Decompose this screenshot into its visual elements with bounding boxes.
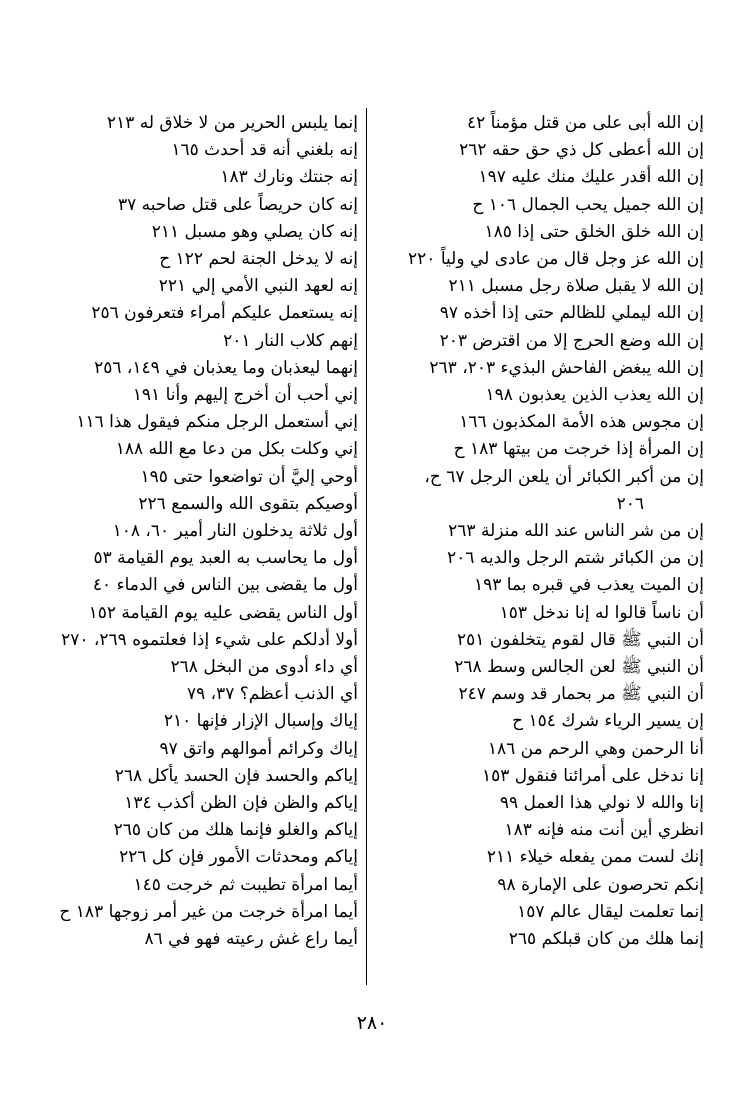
index-entry: إن يسير الرياء شرك ١٥٤ ح xyxy=(512,711,704,732)
index-entry: إن الله يبغض الفاحش البذيء ٢٠٣، ٢٦٣ xyxy=(429,357,704,378)
index-entry: إنا ندخل على أمرائنا فنقول ١٥٣ xyxy=(481,765,704,786)
index-entry: إنه لعهد النبي الأمي إلي ٢٢١ xyxy=(158,276,358,297)
index-entry: أن النبي ﷺ قال لقوم يتخلفون ٢٥١ xyxy=(457,629,704,650)
index-entry: إنه يستعمل عليكم أمراء فتعرفون ٢٥٦ xyxy=(91,303,358,324)
index-entry: إن الله وضع الحرج إلا من اقترض ٢٠٣ xyxy=(439,330,704,351)
index-entry: إنهم كلاب النار ٢٠١ xyxy=(223,330,358,351)
column-divider xyxy=(366,108,367,985)
index-entry: إنه جنتك ونارك ١٨٣ xyxy=(220,167,358,188)
index-entry: أول الناس يقضى عليه يوم القيامة ١٥٢ xyxy=(88,602,358,623)
index-entry: أن النبي ﷺ مر بحمار قد وسم ٢٤٧ xyxy=(458,684,704,705)
index-entry: أول ما يقضى بين الناس في الدماء ٤٠ xyxy=(92,575,358,596)
index-entry: إني وكلت بكل من دعا مع الله ١٨٨ xyxy=(115,439,358,460)
index-entry-text: إن من أكبر الكبائر أن يلعن الرجل ٦٧ ح، xyxy=(424,466,704,487)
index-entry: إن الله يعذب الذين يعذبون ١٩٨ xyxy=(485,385,704,406)
index-entry: إن الله لا يقبل صلاة رجل مسبل ٢١١ xyxy=(448,276,704,297)
index-entry: أول ما يحاسب به العبد يوم القيامة ٥٣ xyxy=(93,548,358,569)
index-entry: إنما تعلمت ليقال عالم ١٥٧ xyxy=(517,901,704,922)
index-entry-continuation: ٢٠٦ xyxy=(616,493,644,514)
index-entry: إن الميت يعذب في قبره بما ١٩٣ xyxy=(473,575,704,596)
index-entry: أي داء أدوى من البخل ٢٦٨ xyxy=(170,657,358,678)
index-entry: إنه بلغني أنه قد أحدث ١٦٥ xyxy=(171,140,358,161)
index-entry: إن الله أبى على من قتل مؤمناً ٤٢ xyxy=(467,113,704,133)
index-entry: انظري أين أنت منه فإنه ١٨٣ xyxy=(504,820,704,841)
index-entry: أن ناساً قالوا له إنا ندخل ١٥٣ xyxy=(499,602,704,623)
left-index-column xyxy=(28,110,358,953)
index-entry: إن الله عز وجل قال من عادى لي ولياً ٢٢٠ xyxy=(408,249,704,270)
index-entry: أن النبي ﷺ لعن الجالس وسط ٢٦٨ xyxy=(454,657,704,678)
index-entry: أيما راع غش رعيته فهو في ٨٦ xyxy=(144,929,358,950)
index-entry: أول ثلاثة يدخلون النار أمير ٦٠، ١٠٨ xyxy=(112,521,358,542)
index-entry: إن الله خلق الخلق حتى إذا ١٨٥ xyxy=(484,221,704,242)
index-entry: إياكم ومحدثات الأمور فإن كل ٢٢٦ xyxy=(119,847,358,868)
index-entry: إن مجوس هذه الأمة المكذبون ١٦٦ xyxy=(459,412,704,433)
index-entry: إياكم والظن فإن الظن أكذب ١٣٤ xyxy=(124,793,358,814)
index-entry: إن الله جميل يحب الجمال ١٠٦ ح xyxy=(472,194,704,215)
index-entry: إنكم تحرصون على الإمارة ٩٨ xyxy=(497,874,704,895)
index-entry: إن من الكبائر شتم الرجل والديه ٢٠٦ xyxy=(446,548,704,569)
index-entry: إنا والله لا نولي هذا العمل ٩٩ xyxy=(499,793,704,814)
index-entry: إنما يلبس الحرير من لا خلاق له ٢١٣ xyxy=(106,113,358,133)
index-entry: إن الله أقدر عليك منك عليه ١٩٧ xyxy=(478,167,704,188)
index-entry: إنه كان حريصاً على قتل صاحبه ٣٧ xyxy=(118,194,358,215)
index-entry: أيما امرأة تطيبت ثم خرجت ١٤٥ xyxy=(133,874,358,895)
index-entry: أوصيكم بتقوى الله والسمع ٢٢٦ xyxy=(138,493,358,514)
index-entry: أولا أدلكم على شيء إذا فعلتموه ٢٦٩، ٢٧٠ xyxy=(61,629,358,650)
index-entry: إياك وكرائم أموالهم واتق ٩٧ xyxy=(159,738,358,759)
index-entry: أوحي إليَّ أن تواضعوا حتى ١٩٥ xyxy=(140,466,358,487)
index-entry: إني أحب أن أخرج إليهم وأنا ١٩١ xyxy=(132,385,358,406)
index-entry: إن الله أعطى كل ذي حق حقه ٢٦٢ xyxy=(459,140,704,161)
index-entry: أي الذنب أعظم؟ ٣٧، ٧٩ xyxy=(186,684,358,705)
index-entry: إياكم والغلو فإنما هلك من كان ٢٦٥ xyxy=(113,820,358,841)
index-entry: إياكم والحسد فإن الحسد يأكل ٢٦٨ xyxy=(114,765,358,786)
index-entry: إنه لا يدخل الجنة لحم ١٢٢ ح xyxy=(159,249,358,270)
index-entry: أيما امرأة خرجت من غير أمر زوجها ١٨٣ ح xyxy=(59,901,358,922)
index-entry: إياك وإسبال الإزار فإنها ٢١٠ xyxy=(163,711,358,732)
index-entry: إن الله ليملي للظالم حتى إذا أخذه ٩٧ xyxy=(439,303,704,324)
index-entry: إن من شر الناس عند الله منزلة ٢٦٣ xyxy=(448,521,704,542)
index-entry: إن المرأة إذا خرجت من بيتها ١٨٣ ح xyxy=(453,439,704,460)
index-entry-wrapped xyxy=(374,464,704,518)
index-entry: إنما هلك من كان قبلكم ٢٦٥ xyxy=(508,929,704,950)
index-entry: إنهما ليعذبان وما يعذبان في ١٤٩، ٢٥٦ xyxy=(94,357,358,378)
index-entry: إنك لست ممن يفعله خيلاء ٢١١ xyxy=(486,847,704,868)
page-number: ٢٨٠ xyxy=(356,1012,388,1034)
index-entry: إني أستعمل الرجل منكم فيقول هذا ١١٦ xyxy=(76,412,358,433)
index-entry: أنا الرحمن وهي الرحم من ١٨٦ xyxy=(487,738,704,759)
index-entry: إنه كان يصلي وهو مسبل ٢١١ xyxy=(151,221,358,242)
right-index-column xyxy=(374,110,704,953)
